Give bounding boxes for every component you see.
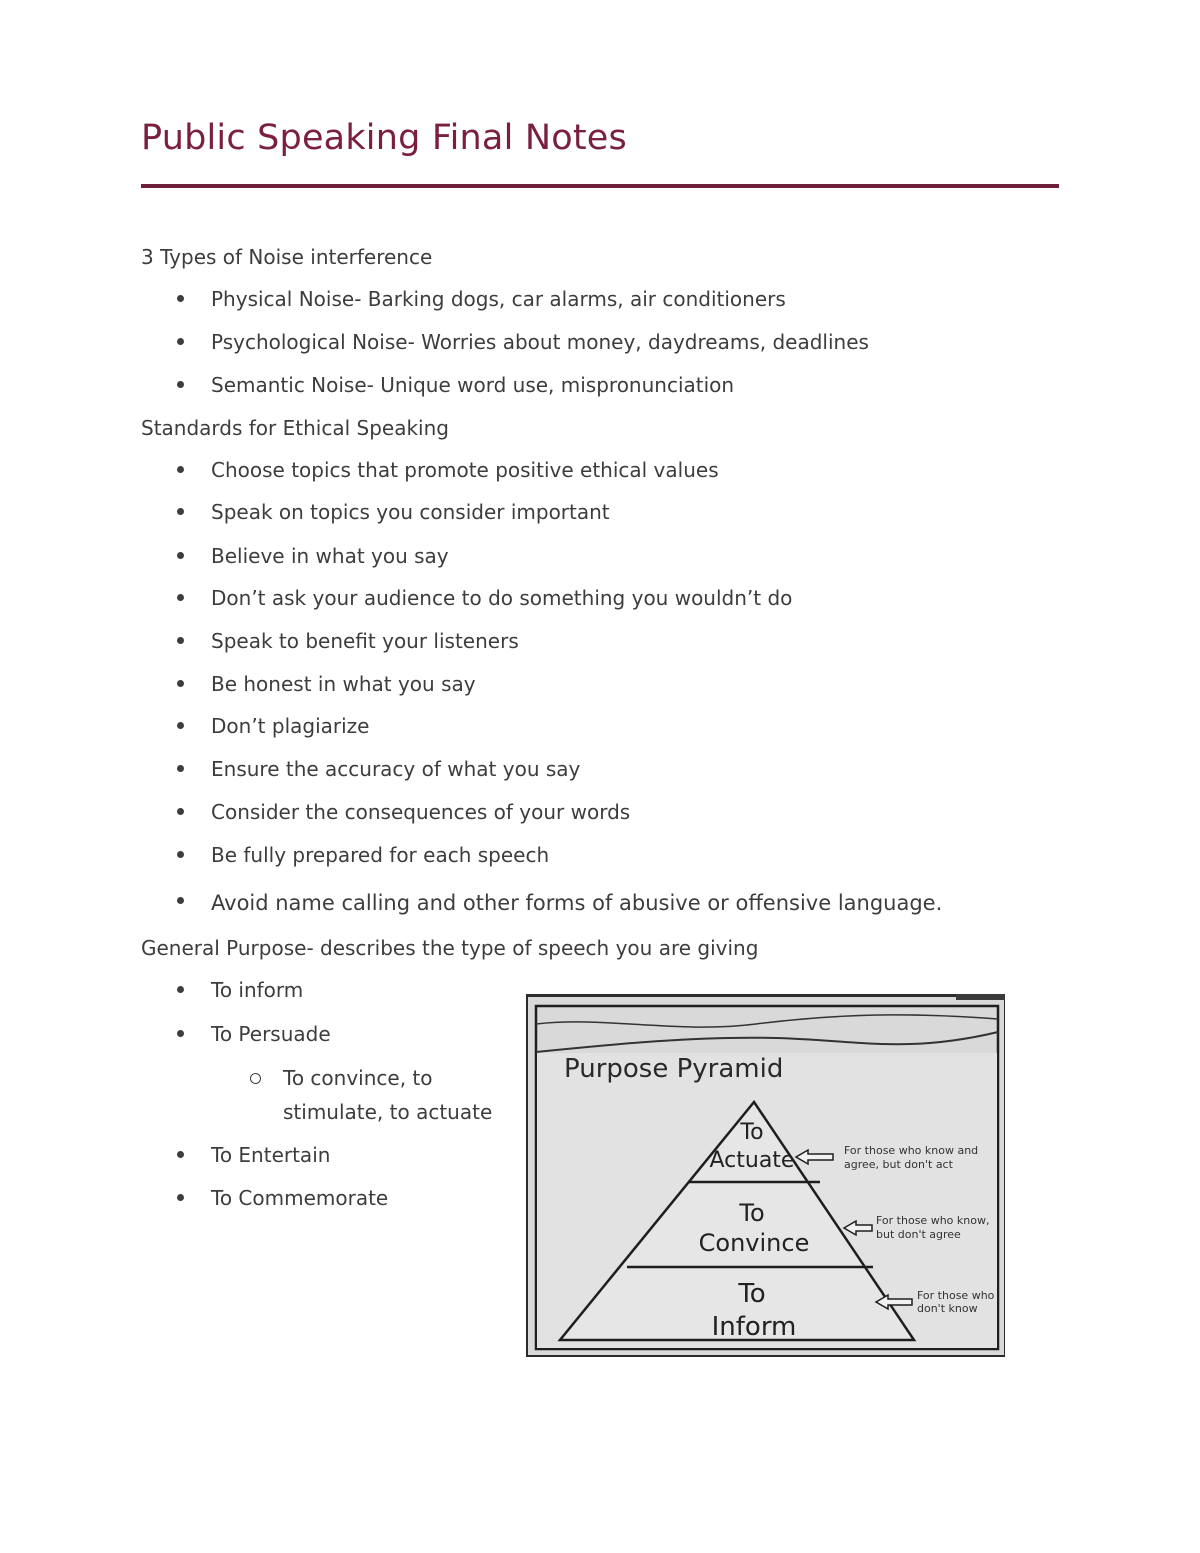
pyramid-level-label: To [738,1279,766,1309]
bullet-icon [177,637,184,644]
ethics-item: Speak to benefit your listeners [211,629,519,653]
purpose-item: To Commemorate [211,1186,389,1210]
bullet-icon [177,338,184,345]
bullet-icon [177,722,184,729]
ethics-item: Speak on topics you consider important [211,500,610,524]
ethics-item: Don’t plagiarize [211,714,370,738]
ethics-item: Believe in what you say [211,544,449,568]
ethics-item: Choose topics that promote positive ethical values [211,458,719,482]
purpose-sub-item: To convince, to [283,1066,433,1090]
pyramid-level-label: Convince [698,1229,810,1257]
pyramid-note: For those who know and [844,1144,979,1157]
bullet-icon [177,680,184,687]
title-underline-rule [141,184,1059,188]
bullet-icon [177,1151,184,1158]
purpose-item: To inform [211,978,304,1002]
pyramid-level-label: Actuate [709,1148,795,1173]
pyramid-heading: Purpose Pyramid [564,1054,784,1084]
bullet-icon [177,295,184,302]
purpose-item: To Entertain [211,1143,331,1167]
bullet-icon [177,808,184,815]
noise-item: Physical Noise- Barking dogs, car alarms, air conditioners [211,287,786,311]
pyramid-level-label: To [739,1199,765,1227]
ethics-item: Be fully prepared for each speech [211,843,550,867]
purpose-heading: General Purpose- describes the type of speech you are giving [141,936,759,960]
pyramid-note: For those who [917,1289,995,1302]
bullet-icon [177,508,184,515]
bullet-icon [177,1030,184,1037]
ethics-item: Ensure the accuracy of what you say [211,757,581,781]
bullet-icon [177,381,184,388]
ethics-heading: Standards for Ethical Speaking [141,416,449,440]
pyramid-note: For those who know, [876,1214,990,1227]
pyramid-note: don't know [917,1302,978,1315]
noise-item: Semantic Noise- Unique word use, mispronunciation [211,373,735,397]
noise-heading: 3 Types of Noise interference [141,245,433,269]
bullet-icon [177,466,184,473]
noise-item: Psychological Noise- Worries about money, daydreams, deadlines [211,330,869,354]
ethics-item: Avoid name calling and other forms of abusive or offensive language. [211,891,943,915]
bullet-icon [177,986,184,993]
pyramid-level-label: Inform [711,1312,797,1342]
purpose-item: To Persuade [211,1022,331,1046]
bullet-icon [177,552,184,559]
bullet-icon [177,1194,184,1201]
bullet-icon [177,765,184,772]
bullet-icon [177,594,184,601]
bullet-icon [177,897,184,904]
page-title: Public Speaking Final Notes [141,118,627,158]
ethics-item: Be honest in what you say [211,672,476,696]
purpose-sub-item: stimulate, to actuate [283,1100,493,1124]
pyramid-level-label: To [740,1120,764,1145]
pyramid-note: but don't agree [876,1228,961,1241]
hollow-circle-bullet-icon [250,1073,261,1084]
ethics-item: Don’t ask your audience to do something you wouldn’t do [211,586,793,610]
ethics-item: Consider the consequences of your words [211,800,631,824]
bullet-icon [177,851,184,858]
pyramid-note: agree, but don't act [844,1158,953,1171]
purpose-pyramid-photo [526,994,1005,1357]
